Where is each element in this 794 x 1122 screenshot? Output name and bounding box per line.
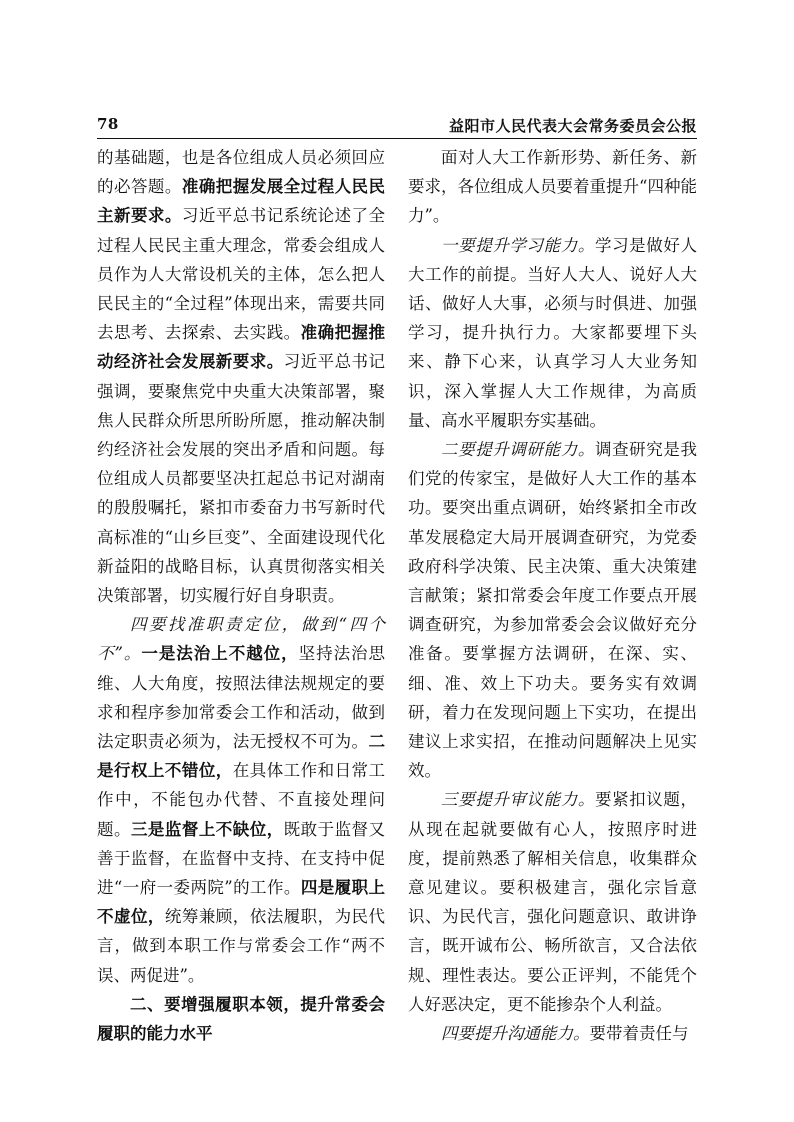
paragraph-text: 的基础题，也是各位组成人员必须回应的必答题。 xyxy=(97,148,385,197)
section-lead: 三要提升审议能力。 xyxy=(441,790,595,810)
bold-lead: 准确把握推动经济社会发展新要求。 xyxy=(97,323,385,372)
paragraph-left-2 xyxy=(97,610,385,990)
paragraph-text: 调查研究是我们党的传家宝，是做好人大工作的基本功。要突出重点调研，始终紧扣全市改革发展稳定大局开展调查研究，为党委政府科学决策、民主决策、重大决策建言献策；紧扣常委会年度工作要点开展调查研究，为参加常委会会议做好充分准备。要掌握方法调研，在深、实、细、准、效上下功夫。要务实有效调研，着力在发现问题上下实功，在提出建议上求实招，在推动问题解决上见实效。 xyxy=(408,440,698,781)
section-lead: 二要提升调研能力。 xyxy=(441,440,595,460)
paragraph-right-3 xyxy=(408,435,697,785)
page-number: 78 xyxy=(97,115,119,133)
bold-lead: 四是履职上不虚位， xyxy=(97,878,386,927)
paragraph-text: 统筹兼顾，依法履职，为民代言，做到本职工作与常委会工作“两不误、两促进”。 xyxy=(97,907,385,985)
left-column xyxy=(97,143,385,1048)
bold-lead: 准确把握发展全过程人民民主新要求。 xyxy=(97,177,385,226)
paragraph-text: 要紧扣议题，从现在起就要做有心人，按照序时进度，提前熟悉了解相关信息，收集群众意见建议。要积极建言，强化宗旨意识、为民代言，强化问题意识、敢讲诤言，既开诚布公、畅所欲言，又合法依规、理性表达。要公正评判，不能凭个人好恶决定，更不能掺杂个人利益。 xyxy=(408,790,698,1014)
section-lead: 四要提升沟通能力。 xyxy=(441,1024,590,1044)
paragraph-text: 习近平总书记强调，要聚焦党中央重大决策部署，聚焦人民群众所思所盼所愿，推动解决制约经济社会发展的突出矛盾和问题。每位组成人员都要坚决扛起总书记对湖南的殷殷嘱托，紧扣市委奋力书写新时代高标准的“山乡巨变”、全面建设现代化新益阳的战略目标，认真贯彻落实相关决策部署，切实履行好自身职责。 xyxy=(97,352,385,606)
paragraph-right-4 xyxy=(408,785,697,1019)
section-lead: 一要提升学习能力。 xyxy=(441,235,595,255)
bold-lead: 二是行权上不错位， xyxy=(97,732,385,781)
journal-title: 益阳市人民代表大会常务委员会公报 xyxy=(448,117,697,135)
paragraph-text: 学习是做好人大工作的前提。当好人大人、说好人大话、做好人大事，必须与时俱进、加强学习，提升执行力。大家都要埋下头来、静下心来，认真学习人大业务知识，深入掌握人大工作规律，为高质量、高水平履职夯实基础。 xyxy=(408,235,698,430)
bold-lead: 一是法治上不越位， xyxy=(141,644,299,664)
header-rule xyxy=(97,138,697,139)
section-lead: 四要找准职责定位，做到“四个不”。 xyxy=(97,615,385,664)
paragraph-text: 既敢于监督又善于监督，在监督中支持、在支持中促进“一府一委两院”的工作。 xyxy=(97,819,385,898)
paragraph-right-1: 面对人大工作新形势、新任务、新要求，各位组成人员要着重提升“四种能力”。 xyxy=(408,148,697,226)
paragraph-right-5 xyxy=(408,1019,697,1048)
paragraph-left-1 xyxy=(97,143,385,610)
page-header xyxy=(97,115,697,137)
paragraph-text: 在具体工作和日常工作中，不能包办代替、不直接处理问题。 xyxy=(97,761,385,839)
bold-lead: 三是监督上不缺位， xyxy=(130,819,284,839)
section-heading: 二、要增强履职本领，提升常委会履职的能力水平 xyxy=(97,994,385,1044)
paragraph-text: 习近平总书记系统论述了全过程人民民主重大理念，常委会组成人员作为人大常设机关的主体，怎么把人民民主的“全过程”体现出来，需要共同去思考、去探索、去实践。 xyxy=(97,206,385,343)
right-column xyxy=(408,143,697,1048)
paragraph-text: 要带着责任与 xyxy=(589,1024,689,1044)
paragraph-text: 坚持法治思维、人大角度，按照法律法规规定的要求和程序参加常委会工作和活动，做到法定职责必须为，法无授权不可为。 xyxy=(97,644,386,752)
paragraph-right-2 xyxy=(408,231,697,435)
